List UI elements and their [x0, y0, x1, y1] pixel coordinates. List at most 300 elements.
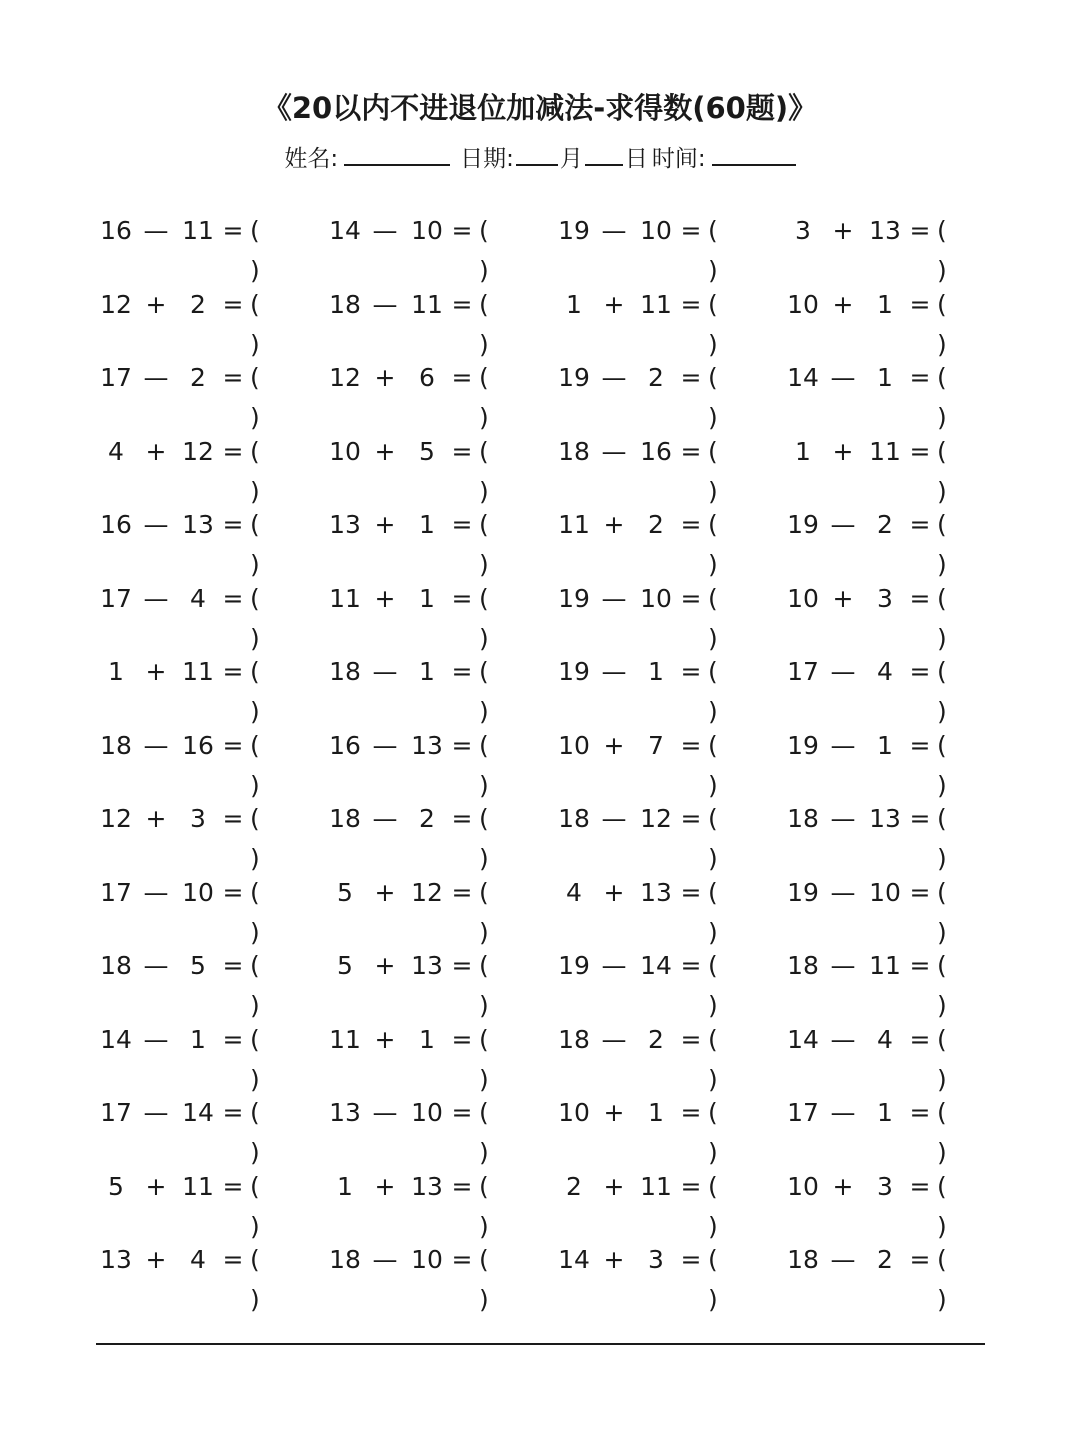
equals-sign: =: [451, 877, 473, 907]
operand-b: 1: [419, 657, 435, 686]
problem-item: [96, 726, 306, 800]
answer-blank[interactable]: ( ): [937, 877, 961, 947]
month-label: 月: [559, 146, 583, 172]
problem-item: [96, 579, 306, 653]
equals-sign: =: [222, 436, 244, 466]
operator: +: [603, 877, 625, 907]
problem-item: [554, 358, 764, 432]
operand-a: 17: [787, 657, 819, 686]
answer-blank[interactable]: ( ): [937, 730, 961, 800]
operator: +: [603, 1245, 625, 1274]
equals-sign: =: [909, 1098, 931, 1127]
operand-a: 11: [558, 510, 590, 539]
operand-a: 18: [558, 804, 590, 833]
equals-sign: =: [222, 1098, 244, 1127]
operator: —: [830, 657, 856, 686]
operand-a: 18: [558, 1024, 590, 1054]
operand-b: 3: [648, 1245, 664, 1274]
operator: +: [374, 1171, 396, 1201]
answer-blank[interactable]: ( ): [250, 583, 274, 653]
answer-blank[interactable]: ( ): [708, 216, 732, 285]
problem-item: [783, 211, 993, 285]
operand-b: 5: [419, 436, 435, 466]
operator: +: [374, 1024, 396, 1054]
equals-sign: =: [451, 730, 473, 760]
operand-b: 11: [182, 216, 214, 245]
problem-item: [325, 285, 535, 359]
problem-item: [554, 505, 764, 579]
answer-blank[interactable]: ( ): [479, 436, 503, 506]
answer-blank[interactable]: ( ): [708, 363, 732, 432]
operand-a: 19: [787, 877, 819, 907]
problem-item: [96, 358, 306, 432]
operator: —: [143, 877, 169, 907]
equals-sign: =: [222, 289, 244, 319]
equals-sign: =: [222, 216, 244, 245]
equals-sign: =: [680, 877, 702, 907]
problem-item: [554, 1240, 764, 1314]
operator: +: [832, 436, 854, 466]
answer-blank[interactable]: ( ): [708, 583, 732, 653]
answer-blank[interactable]: ( ): [937, 1098, 961, 1167]
equals-sign: =: [680, 363, 702, 392]
operand-a: 11: [329, 583, 361, 613]
operand-a: 12: [100, 804, 132, 833]
problem-item: [554, 1093, 764, 1167]
operand-b: 2: [877, 510, 893, 539]
problem-item: [96, 1093, 306, 1167]
operand-b: 11: [182, 1171, 214, 1201]
operator: —: [601, 583, 627, 613]
operand-b: 2: [648, 510, 664, 539]
equals-sign: =: [451, 1171, 473, 1201]
operand-b: 2: [419, 804, 435, 833]
problem-item: [783, 579, 993, 653]
operator: —: [372, 730, 398, 760]
operand-a: 18: [558, 436, 590, 466]
problem-item: [783, 652, 993, 726]
problem-item: [783, 1167, 993, 1241]
problem-item: [554, 946, 764, 1020]
bottom-rule: [96, 1343, 985, 1345]
operand-b: 14: [640, 951, 672, 980]
operand-a: 16: [100, 510, 132, 539]
operand-a: 13: [329, 510, 361, 539]
operand-b: 4: [190, 1245, 206, 1274]
problem-item: [325, 726, 535, 800]
answer-blank[interactable]: ( ): [708, 1245, 732, 1314]
operator: +: [832, 216, 854, 245]
operand-b: 2: [648, 363, 664, 392]
equals-sign: =: [909, 583, 931, 613]
equals-sign: =: [680, 1245, 702, 1274]
answer-blank[interactable]: ( ): [250, 216, 274, 285]
problem-item: [96, 285, 306, 359]
equals-sign: =: [451, 1098, 473, 1127]
operand-a: 5: [337, 877, 353, 907]
operand-b: 13: [640, 877, 672, 907]
operator: —: [830, 730, 856, 760]
equals-sign: =: [909, 1171, 931, 1201]
problem-item: [325, 1240, 535, 1314]
answer-blank[interactable]: ( ): [250, 1024, 274, 1094]
operand-a: 10: [787, 289, 819, 319]
equals-sign: =: [451, 216, 473, 245]
operator: +: [374, 583, 396, 613]
equals-sign: =: [680, 216, 702, 245]
answer-blank[interactable]: ( ): [937, 951, 961, 1020]
answer-blank[interactable]: ( ): [708, 1024, 732, 1094]
operand-b: 10: [411, 216, 443, 245]
answer-blank[interactable]: ( ): [937, 1024, 961, 1094]
operand-b: 11: [869, 436, 901, 466]
operand-b: 13: [869, 216, 901, 245]
equals-sign: =: [909, 510, 931, 539]
problem-item: [783, 873, 993, 947]
day-label: 日: [624, 146, 648, 172]
operand-a: 18: [329, 657, 361, 686]
operand-a: 18: [329, 804, 361, 833]
answer-blank[interactable]: ( ): [937, 436, 961, 506]
equals-sign: =: [909, 730, 931, 760]
operator: —: [601, 216, 627, 245]
answer-blank[interactable]: ( ): [479, 216, 503, 285]
operand-a: 17: [100, 363, 132, 392]
problem-item: [325, 1093, 535, 1167]
operand-a: 14: [787, 363, 819, 392]
operator: —: [143, 363, 169, 392]
operator: —: [601, 436, 627, 466]
problem-item: [96, 1020, 306, 1094]
answer-blank[interactable]: ( ): [479, 510, 503, 579]
equals-sign: =: [222, 877, 244, 907]
problem-item: [554, 1020, 764, 1094]
operand-b: 4: [877, 657, 893, 686]
operand-b: 1: [648, 1098, 664, 1127]
problem-item: [96, 652, 306, 726]
problem-item: [96, 1240, 306, 1314]
operator: +: [374, 436, 396, 466]
operand-b: 12: [182, 436, 214, 466]
answer-blank[interactable]: ( ): [937, 510, 961, 579]
answer-blank[interactable]: ( ): [708, 1171, 732, 1241]
answer-blank[interactable]: ( ): [937, 657, 961, 726]
operand-a: 19: [787, 510, 819, 539]
equals-sign: =: [222, 583, 244, 613]
operand-a: 17: [100, 877, 132, 907]
operand-a: 19: [787, 730, 819, 760]
equals-sign: =: [222, 1171, 244, 1201]
answer-blank[interactable]: ( ): [937, 804, 961, 873]
answer-blank[interactable]: ( ): [708, 730, 732, 800]
answer-blank[interactable]: ( ): [708, 657, 732, 726]
problem-item: [783, 1240, 993, 1314]
answer-blank[interactable]: ( ): [708, 1098, 732, 1167]
problem-item: [96, 873, 306, 947]
operand-b: 16: [640, 436, 672, 466]
problem-item: [96, 432, 306, 506]
operand-b: 14: [182, 1098, 214, 1127]
answer-blank[interactable]: ( ): [250, 510, 274, 579]
operand-b: 13: [411, 951, 443, 980]
equals-sign: =: [909, 1245, 931, 1274]
answer-blank[interactable]: ( ): [708, 510, 732, 579]
answer-blank[interactable]: ( ): [479, 1024, 503, 1094]
operand-b: 11: [640, 289, 672, 319]
equals-sign: =: [680, 1098, 702, 1127]
operator: —: [143, 951, 169, 980]
operand-b: 7: [648, 730, 664, 760]
equals-sign: =: [680, 1171, 702, 1201]
operand-a: 10: [558, 730, 590, 760]
problem-item: [554, 799, 764, 873]
equals-sign: =: [909, 1024, 931, 1054]
operand-b: 10: [869, 877, 901, 907]
problem-item: [783, 358, 993, 432]
operand-b: 13: [869, 804, 901, 833]
answer-blank[interactable]: ( ): [479, 1171, 503, 1241]
operand-b: 1: [190, 1024, 206, 1054]
equals-sign: =: [680, 436, 702, 466]
answer-blank[interactable]: ( ): [479, 804, 503, 873]
operand-a: 10: [558, 1098, 590, 1127]
equals-sign: =: [909, 363, 931, 392]
operand-b: 1: [419, 510, 435, 539]
operand-b: 10: [640, 583, 672, 613]
operator: —: [372, 1098, 398, 1127]
problem-item: [554, 652, 764, 726]
operand-a: 17: [100, 1098, 132, 1127]
operator: +: [374, 510, 396, 539]
answer-blank[interactable]: ( ): [479, 289, 503, 359]
equals-sign: =: [222, 657, 244, 686]
operator: —: [830, 1245, 856, 1274]
answer-blank[interactable]: ( ): [250, 877, 274, 947]
answer-blank[interactable]: ( ): [250, 363, 274, 432]
operand-b: 11: [869, 951, 901, 980]
problem-item: [783, 1093, 993, 1167]
operand-b: 2: [190, 363, 206, 392]
operator: —: [830, 510, 856, 539]
answer-blank[interactable]: ( ): [708, 289, 732, 359]
operator: +: [145, 436, 167, 466]
equals-sign: =: [909, 436, 931, 466]
equals-sign: =: [680, 951, 702, 980]
operator: +: [145, 1245, 167, 1274]
operator: —: [830, 1024, 856, 1054]
problem-item: [325, 1167, 535, 1241]
answer-blank[interactable]: ( ): [937, 583, 961, 653]
operand-b: 1: [419, 583, 435, 613]
problem-item: [554, 285, 764, 359]
answer-blank[interactable]: ( ): [708, 877, 732, 947]
equals-sign: =: [222, 951, 244, 980]
operator: —: [830, 804, 856, 833]
operand-a: 11: [329, 1024, 361, 1054]
answer-blank[interactable]: ( ): [479, 363, 503, 432]
operand-a: 14: [558, 1245, 590, 1274]
answer-blank[interactable]: ( ): [250, 436, 274, 506]
answer-blank[interactable]: ( ): [250, 657, 274, 726]
operand-a: 18: [787, 1245, 819, 1274]
equals-sign: =: [680, 510, 702, 539]
answer-blank[interactable]: ( ): [479, 1245, 503, 1314]
equals-sign: =: [222, 1245, 244, 1274]
answer-blank[interactable]: ( ): [479, 951, 503, 1020]
operand-b: 4: [877, 1024, 893, 1054]
equals-sign: =: [222, 363, 244, 392]
answer-blank[interactable]: ( ): [250, 951, 274, 1020]
equals-sign: =: [222, 730, 244, 760]
answer-blank[interactable]: ( ): [250, 1245, 274, 1314]
answer-blank[interactable]: ( ): [479, 1098, 503, 1167]
operator: —: [830, 951, 856, 980]
equals-sign: =: [680, 804, 702, 833]
equals-sign: =: [451, 436, 473, 466]
operand-a: 18: [100, 730, 132, 760]
operand-b: 3: [877, 1171, 893, 1201]
operand-a: 19: [558, 951, 590, 980]
operand-a: 16: [100, 216, 132, 245]
equals-sign: =: [451, 289, 473, 319]
answer-blank[interactable]: ( ): [937, 216, 961, 285]
operand-b: 11: [640, 1171, 672, 1201]
answer-blank[interactable]: ( ): [708, 804, 732, 873]
problem-item: [783, 726, 993, 800]
operator: —: [830, 363, 856, 392]
time-label: 时间:: [651, 146, 706, 172]
answer-blank[interactable]: ( ): [937, 1171, 961, 1241]
operator: —: [372, 289, 398, 319]
operand-a: 1: [108, 657, 124, 686]
problem-item: [96, 211, 306, 285]
operand-a: 10: [787, 1171, 819, 1201]
operator: +: [603, 1171, 625, 1201]
operator: +: [603, 510, 625, 539]
equals-sign: =: [680, 730, 702, 760]
problem-item: [325, 873, 535, 947]
answer-blank[interactable]: ( ): [937, 363, 961, 432]
operator: —: [830, 1098, 856, 1127]
operator: —: [372, 216, 398, 245]
answer-blank[interactable]: ( ): [937, 289, 961, 359]
operand-b: 4: [190, 583, 206, 613]
operand-a: 13: [100, 1245, 132, 1274]
operator: +: [374, 363, 396, 392]
operand-b: 10: [640, 216, 672, 245]
problem-item: [325, 652, 535, 726]
operand-b: 12: [640, 804, 672, 833]
operator: —: [372, 804, 398, 833]
worksheet-title: 《20以内不进退位加减法-求得数(60题)》: [262, 91, 818, 125]
problem-item: [783, 799, 993, 873]
operator: +: [374, 951, 396, 980]
equals-sign: =: [451, 510, 473, 539]
problem-item: [783, 432, 993, 506]
operator: —: [372, 657, 398, 686]
problem-item: [783, 946, 993, 1020]
operand-b: 12: [411, 877, 443, 907]
operand-b: 1: [877, 1098, 893, 1127]
answer-blank[interactable]: ( ): [250, 1171, 274, 1241]
problem-item: [325, 358, 535, 432]
operand-b: 10: [411, 1098, 443, 1127]
problem-item: [554, 726, 764, 800]
problem-item: [325, 432, 535, 506]
operand-b: 1: [877, 730, 893, 760]
operand-a: 19: [558, 583, 590, 613]
equals-sign: =: [451, 583, 473, 613]
operand-b: 2: [877, 1245, 893, 1274]
answer-blank[interactable]: ( ): [250, 730, 274, 800]
equals-sign: =: [909, 657, 931, 686]
operator: —: [601, 804, 627, 833]
operand-a: 14: [100, 1024, 132, 1054]
answer-blank[interactable]: ( ): [708, 951, 732, 1020]
operator: +: [145, 804, 167, 833]
operator: —: [601, 657, 627, 686]
operand-a: 4: [108, 436, 124, 466]
operand-b: 1: [877, 289, 893, 319]
problem-item: [554, 579, 764, 653]
operand-b: 2: [648, 1024, 664, 1054]
operand-b: 11: [411, 289, 443, 319]
problem-item: [554, 873, 764, 947]
problem-item: [96, 1167, 306, 1241]
answer-blank[interactable]: ( ): [479, 583, 503, 653]
answer-blank[interactable]: ( ): [479, 657, 503, 726]
equals-sign: =: [680, 289, 702, 319]
answer-blank[interactable]: ( ): [937, 1245, 961, 1314]
operand-a: 12: [100, 289, 132, 319]
equals-sign: =: [451, 1024, 473, 1054]
equals-sign: =: [680, 583, 702, 613]
operand-b: 3: [877, 583, 893, 613]
operator: —: [601, 951, 627, 980]
answer-blank[interactable]: ( ): [479, 730, 503, 800]
answer-blank[interactable]: ( ): [250, 804, 274, 873]
problem-item: [554, 211, 764, 285]
equals-sign: =: [451, 657, 473, 686]
problem-item: [783, 1020, 993, 1094]
operand-a: 4: [566, 877, 582, 907]
operand-b: 1: [419, 1024, 435, 1054]
operand-a: 1: [795, 436, 811, 466]
equals-sign: =: [222, 510, 244, 539]
equals-sign: =: [909, 216, 931, 245]
answer-blank[interactable]: ( ): [250, 1098, 274, 1167]
problem-item: [783, 285, 993, 359]
answer-blank[interactable]: ( ): [250, 289, 274, 359]
equals-sign: =: [909, 804, 931, 833]
operator: —: [143, 730, 169, 760]
operand-b: 6: [419, 363, 435, 392]
problem-item: [325, 799, 535, 873]
problem-item: [325, 211, 535, 285]
operand-b: 11: [182, 657, 214, 686]
operator: —: [601, 363, 627, 392]
operator: —: [143, 510, 169, 539]
operand-a: 18: [329, 1245, 361, 1274]
operator: +: [603, 1098, 625, 1127]
operand-a: 18: [329, 289, 361, 319]
operand-a: 3: [795, 216, 811, 245]
answer-blank[interactable]: ( ): [708, 436, 732, 506]
problem-item: [554, 1167, 764, 1241]
operator: +: [832, 583, 854, 613]
operator: —: [143, 1098, 169, 1127]
answer-blank[interactable]: ( ): [479, 877, 503, 947]
